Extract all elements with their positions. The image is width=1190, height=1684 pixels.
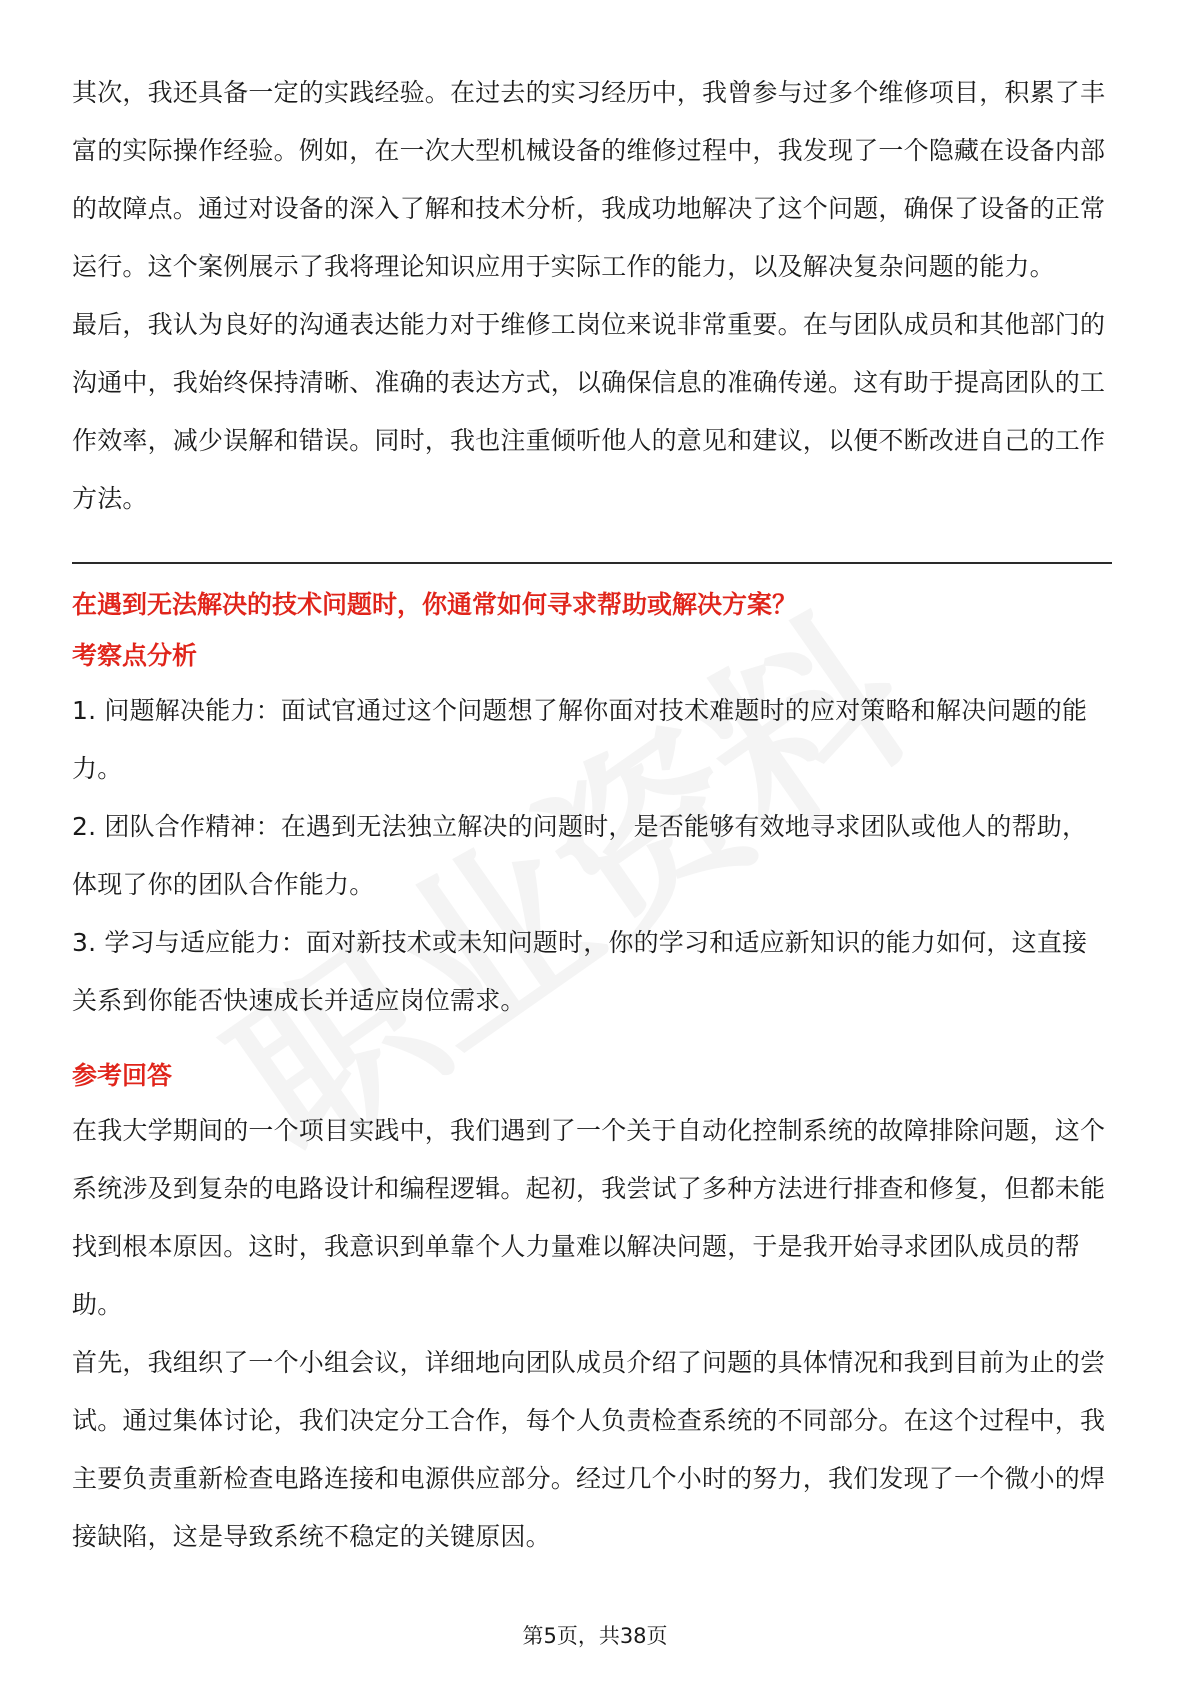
answer-paragraph: 首先，我组织了一个小组会议，详细地向团队成员介绍了问题的具体情况和我到目前为止的尝试。通过集体讨论，我们决定分工合作，每个人负责检查系统的不同部分。在这个过程中，我主要负责重新检查电路连接和电源供应部分。经过几个小时的努力，我们发现了一个微小的焊接缺陷，这是导致系统不稳定的关键原因。: [72, 1348, 1106, 1551]
answer-paragraph: 在我大学期间的一个项目实践中，我们遇到了一个关于自动化控制系统的故障排除问题，这个系统涉及到复杂的电路设计和编程逻辑。起初，我尝试了多种方法进行排查和修复，但都未能找到根本原因。这时，我意识到单靠个人力量难以解决问题，于是我开始寻求团队成员的帮助。: [72, 1116, 1106, 1319]
paragraph: 最后，我认为良好的沟通表达能力对于维修工岗位来说非常重要。在与团队成员和其他部门的沟通中，我始终保持清晰、准确的表达方式，以确保信息的准确传递。这有助于提高团队的工作效率，减少误解和错误。同时，我也注重倾听他人的意见和建议，以便不断改进自己的工作方法。: [72, 310, 1106, 513]
section-divider: [72, 562, 1112, 564]
page-number: 第5页，共38页: [522, 1624, 668, 1648]
answer-heading: 参考回答: [72, 1061, 173, 1090]
analysis-item: 1. 问题解决能力：面试官通过这个问题想了解你面对技术难题时的应对策略和解决问题的能力。: [72, 696, 1088, 783]
question-heading: 在遇到无法解决的技术问题时，你通常如何寻求帮助或解决方案？: [72, 590, 798, 619]
analysis-item: 3. 学习与适应能力：面对新技术或未知问题时，你的学习和适应新知识的能力如何，这直接关系到你能否快速成长并适应岗位需求。: [72, 928, 1088, 1015]
paragraph: 其次，我还具备一定的实践经验。在过去的实习经历中，我曾参与过多个维修项目，积累了丰富的实际操作经验。例如，在一次大型机械设备的维修过程中，我发现了一个隐藏在设备内部的故障点。通过对设备的深入了解和技术分析，我成功地解决了这个问题，确保了设备的正常运行。这个案例展示了我将理论知识应用于实际工作的能力，以及解决复杂问题的能力。: [72, 78, 1106, 281]
document-page: [72, 64, 1112, 1566]
analysis-heading: 考察点分析: [72, 641, 198, 670]
analysis-item: 2. 团队合作精神：在遇到无法独立解决的问题时，是否能够有效地寻求团队或他人的帮助，体现了你的团队合作能力。: [72, 812, 1088, 899]
